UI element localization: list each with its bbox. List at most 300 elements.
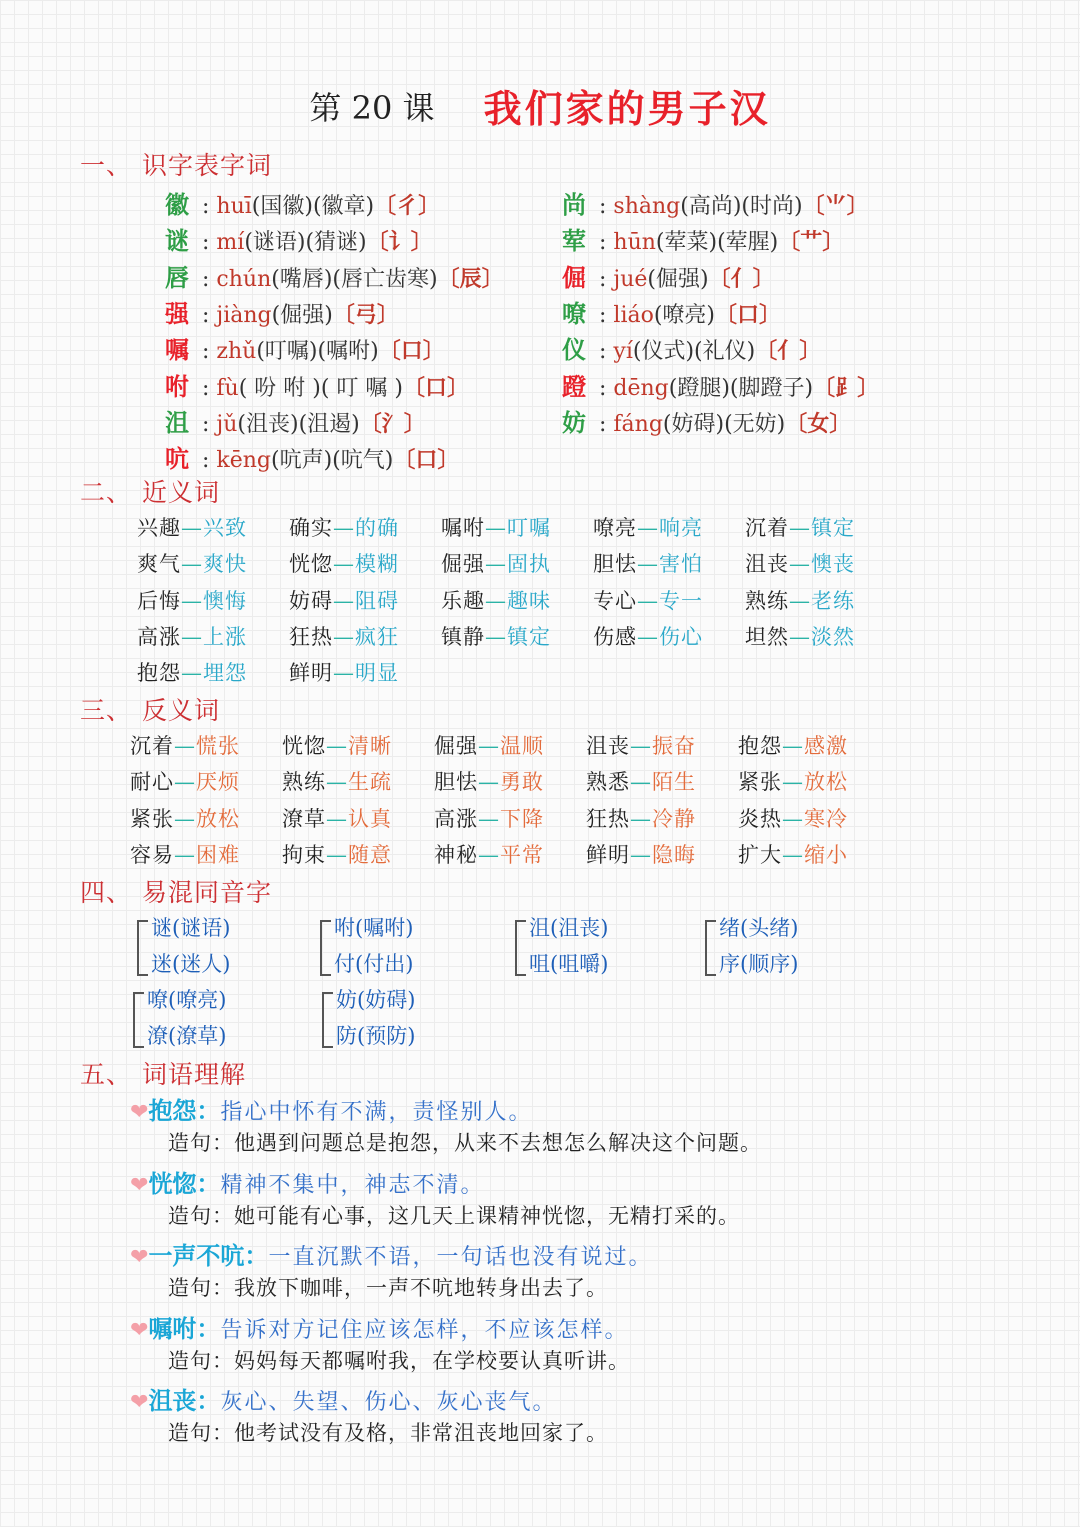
- synonym-pair: [441, 548, 551, 578]
- paired-word: 叮嘱: [507, 516, 551, 540]
- dash: —: [478, 734, 500, 758]
- paired-word: 镇定: [811, 516, 855, 540]
- homophone-group: [705, 910, 798, 982]
- dash: —: [174, 734, 196, 758]
- vocab-char: 咐: [165, 371, 189, 401]
- dash: —: [485, 624, 507, 649]
- word: 妨碍: [289, 588, 333, 613]
- dash: —: [174, 806, 196, 831]
- word: 乐趣: [441, 588, 485, 613]
- vocab-pinyin: kēng: [216, 448, 272, 474]
- synonym-pair: [137, 548, 247, 578]
- word: 鲜明: [586, 842, 630, 867]
- colon: :: [592, 266, 614, 292]
- synonym-pair: [137, 585, 247, 615]
- section-heading-4: 四、 易混同音字: [80, 878, 273, 907]
- term-definition: [130, 1164, 484, 1199]
- vocab-pinyin: yí: [613, 339, 633, 365]
- term-word: 抱怨：: [148, 1096, 221, 1125]
- homophone-group: [133, 982, 226, 1054]
- paired-word: 疯狂: [355, 624, 399, 649]
- word: 镇静: [441, 624, 485, 649]
- word: 倔强: [434, 734, 478, 758]
- antonym-pair: [586, 803, 696, 833]
- homophone-item: 咀(咀嚼): [529, 952, 609, 976]
- paired-word: 上涨: [203, 624, 247, 649]
- dash: —: [782, 770, 804, 795]
- paired-word: 感激: [804, 734, 848, 758]
- homophone-item: 沮(沮丧): [529, 916, 609, 940]
- vocab-char: 倔: [562, 262, 586, 292]
- paired-word: 专一: [659, 588, 703, 613]
- dash: —: [478, 806, 500, 831]
- word: 沮丧: [745, 552, 789, 577]
- paired-word: 放松: [804, 770, 848, 795]
- vocab-char: 嘱: [165, 335, 189, 365]
- vocab-char: 荤: [562, 226, 586, 256]
- synonym-pair: [593, 548, 703, 578]
- vocab-radical: 〔讠〕: [366, 229, 433, 256]
- vocab-row: [165, 367, 469, 402]
- word: 扩大: [738, 842, 782, 867]
- antonym-pair: [282, 766, 392, 796]
- antonym-pair: [434, 839, 544, 869]
- word: 专心: [593, 588, 637, 613]
- vocab-radical: 〔艹〕: [778, 229, 845, 256]
- dash: —: [181, 552, 203, 577]
- vocab-words: (荤菜)(荤腥): [655, 230, 779, 256]
- homophone-item: 谜(谜语): [151, 916, 231, 940]
- vocab-char: 蹬: [562, 371, 586, 401]
- vocab-words: (倔强): [271, 302, 333, 328]
- vocab-radical: 〔氵〕: [359, 410, 426, 437]
- paired-word: 生疏: [348, 770, 392, 795]
- vocab-pinyin: dēng: [613, 375, 669, 401]
- vocab-row: [562, 367, 879, 402]
- vocab-radical: 〔辰〕: [437, 265, 504, 292]
- term-meaning: 告诉对方记住应该怎样，不应该怎样。: [220, 1317, 629, 1343]
- vocab-pinyin: chún: [216, 266, 272, 292]
- word: 嘱咐: [441, 516, 485, 540]
- dash: —: [637, 624, 659, 649]
- vocab-row: [562, 330, 821, 365]
- word: 熟练: [282, 770, 326, 795]
- dash: —: [326, 770, 348, 795]
- heart-icon: ❤: [130, 1172, 149, 1198]
- word: 后悔: [137, 588, 181, 613]
- paired-word: 模糊: [355, 552, 399, 577]
- dash: —: [174, 770, 196, 795]
- vocab-char: 谜: [165, 226, 189, 256]
- word: 伤感: [593, 624, 637, 649]
- dash: —: [333, 624, 355, 649]
- word: 确实: [289, 516, 333, 540]
- antonym-pair: [130, 730, 240, 760]
- bracket-icon: [137, 920, 148, 976]
- vocab-radical: 〔口〕: [393, 447, 460, 474]
- word: 狂热: [586, 806, 630, 831]
- vocab-pinyin: jiàng: [216, 302, 272, 328]
- antonym-pair: [130, 766, 240, 796]
- vocab-words: (蹬腿)(脚蹬子): [668, 375, 814, 401]
- dash: —: [485, 588, 507, 613]
- section-heading-2: 二、 近义词: [80, 478, 221, 507]
- vocab-pinyin: jué: [613, 266, 648, 292]
- word: 潦草: [282, 806, 326, 831]
- antonym-pair: [130, 839, 240, 869]
- dash: —: [789, 624, 811, 649]
- dash: —: [333, 588, 355, 613]
- vocab-pinyin: mí: [216, 230, 245, 256]
- vocab-char: 徽: [165, 190, 189, 219]
- colon: :: [592, 411, 614, 437]
- synonym-pair: [593, 585, 703, 615]
- vocab-row: [165, 439, 459, 474]
- dash: —: [174, 842, 196, 867]
- vocab-radical: 〔彳〕: [374, 193, 441, 219]
- colon: :: [195, 194, 217, 219]
- antonym-pair: [130, 803, 240, 833]
- dash: —: [326, 734, 348, 758]
- vocab-char: 沮: [165, 407, 189, 437]
- paired-word: 陌生: [652, 770, 696, 795]
- synonym-pair: [137, 657, 247, 687]
- word: 沉着: [130, 734, 174, 758]
- page-title: [0, 78, 1080, 133]
- vocab-pinyin: liáo: [613, 302, 654, 328]
- dash: —: [630, 806, 652, 831]
- homophone-item: 防(预防): [336, 1024, 416, 1048]
- bracket-icon: [705, 920, 716, 976]
- vocab-row: [562, 258, 775, 293]
- vocab-words: (叮嘱)(嘱咐): [256, 339, 379, 365]
- vocab-char: 强: [165, 298, 189, 328]
- dash: —: [782, 842, 804, 867]
- vocab-row: [165, 403, 426, 438]
- synonym-pair: [441, 621, 551, 651]
- dash: —: [789, 588, 811, 613]
- word: 恍惚: [282, 734, 326, 758]
- vocab-row: [165, 294, 399, 329]
- vocab-pinyin: jǔ: [216, 411, 238, 437]
- term-meaning: 灰心、失望、伤心、灰心丧气。: [220, 1390, 557, 1416]
- homophone-item: 付(付出): [334, 952, 414, 976]
- dash: —: [637, 588, 659, 613]
- antonym-pair: [738, 803, 848, 833]
- colon: :: [592, 339, 614, 365]
- paired-word: 振奋: [652, 734, 696, 758]
- paired-word: 兴致: [203, 516, 247, 540]
- term-definition: [130, 1309, 628, 1344]
- term-word: 沮丧：: [148, 1386, 221, 1416]
- vocab-pinyin: huī: [216, 194, 252, 219]
- antonym-pair: [434, 803, 544, 833]
- paired-word: 镇定: [507, 624, 551, 649]
- paired-word: 爽快: [203, 552, 247, 577]
- vocab-radical: 〔口〕: [378, 338, 445, 365]
- homophone-item: 迷(迷人): [151, 952, 231, 976]
- dash: —: [637, 516, 659, 540]
- vocab-words: ( 吩 咐 )( 叮 嘱 ): [238, 375, 404, 401]
- antonym-pair: [738, 766, 848, 796]
- example-sentence: 造句：他考试没有及格，非常沮丧地回家了。: [168, 1421, 608, 1446]
- homophone-group: [515, 910, 608, 982]
- vocab-radical: 〔⻊〕: [813, 374, 880, 401]
- vocab-row: [165, 258, 504, 293]
- synonym-pair: [289, 585, 399, 615]
- example-sentence: 造句：他遇到问题总是抱怨，从来不去想怎么解决这个问题。: [168, 1131, 762, 1155]
- vocab-words: (谜语)(猜谜): [244, 230, 367, 256]
- vocab-char: 尚: [562, 190, 586, 219]
- homophone-group: [137, 910, 230, 982]
- term-word: 恍惚：: [148, 1168, 221, 1198]
- dash: —: [630, 770, 652, 795]
- example-sentence: 造句：妈妈每天都嘱咐我，在学校要认真听讲。: [168, 1348, 630, 1373]
- synonym-pair: [745, 585, 855, 615]
- synonym-pair: [745, 548, 855, 578]
- homophone-group: [322, 982, 415, 1054]
- synonym-pair: [593, 621, 703, 651]
- antonym-pair: [586, 730, 696, 760]
- homophone-item: 潦(潦草): [147, 1024, 227, 1048]
- vocab-radical: 〔亻〕: [708, 265, 775, 292]
- term-meaning: 指心中怀有不满，责怪别人。: [220, 1100, 533, 1125]
- vocab-words: (仪式)(礼仪): [632, 339, 756, 365]
- vocab-words: (国徽)(徽章): [251, 194, 375, 219]
- vocab-radical: 〔口〕: [715, 301, 782, 328]
- word: 倔强: [441, 552, 485, 577]
- synonym-pair: [593, 512, 703, 542]
- vocab-row: [562, 221, 844, 256]
- synonym-pair: [745, 512, 855, 542]
- vocab-char: 仪: [562, 335, 586, 365]
- colon: :: [592, 194, 614, 219]
- vocab-radical: 〔女〕: [785, 410, 852, 437]
- homophone-group: [320, 910, 413, 982]
- word: 神秘: [434, 842, 478, 867]
- synonym-pair: [441, 585, 551, 615]
- antonym-pair: [586, 766, 696, 796]
- paired-word: 淡然: [811, 624, 855, 649]
- vocab-words: (高尚)(时尚): [680, 194, 803, 219]
- word: 胆怯: [434, 770, 478, 795]
- vocab-pinyin: fù: [216, 375, 239, 401]
- vocab-row: [562, 185, 869, 220]
- colon: :: [195, 339, 217, 365]
- lesson-number: 第 20 课: [309, 88, 435, 127]
- dash: —: [181, 661, 203, 686]
- paired-word: 害怕: [659, 552, 703, 577]
- paired-word: 清晰: [348, 734, 392, 758]
- colon: :: [592, 230, 614, 256]
- word: 炎热: [738, 806, 782, 831]
- synonym-pair: [137, 512, 247, 542]
- antonym-pair: [738, 730, 848, 760]
- word: 沉着: [745, 516, 789, 540]
- paired-word: 勇敢: [500, 770, 544, 795]
- section-heading-1: 一、 识字表字词: [80, 151, 273, 180]
- paired-word: 响亮: [659, 516, 703, 540]
- antonym-pair: [434, 766, 544, 796]
- word: 高涨: [434, 806, 478, 831]
- word: 鲜明: [289, 661, 333, 686]
- paired-word: 懊丧: [811, 552, 855, 577]
- vocab-words: (嘴唇)(唇亡齿寒): [271, 266, 438, 292]
- vocab-pinyin: zhǔ: [216, 339, 257, 365]
- example-sentence: 造句：她可能有心事，这几天上课精神恍惚，无精打采的。: [168, 1203, 740, 1228]
- word: 胆怯: [593, 552, 637, 577]
- homophone-item: 咐(嘱咐): [334, 916, 414, 940]
- paired-word: 老练: [811, 588, 855, 613]
- dash: —: [333, 552, 355, 577]
- term-word: 嘱咐：: [148, 1313, 221, 1343]
- section-heading-5: 五、 词语理解: [80, 1060, 247, 1089]
- bracket-icon: [320, 920, 331, 976]
- dash: —: [478, 770, 500, 795]
- homophone-item: 绪(头绪): [719, 916, 799, 940]
- word: 嘹亮: [593, 516, 637, 540]
- paired-word: 慌张: [196, 734, 240, 758]
- heart-icon: ❤: [130, 1390, 149, 1416]
- dash: —: [333, 661, 355, 686]
- word: 抱怨: [738, 734, 782, 758]
- term-meaning: 一直沉默不语，一句话也没有说过。: [268, 1245, 653, 1271]
- term-definition: [130, 1381, 556, 1416]
- colon: :: [195, 448, 217, 474]
- term-meaning: 精神不集中，神志不清。: [220, 1172, 485, 1198]
- dash: —: [478, 842, 500, 867]
- word: 恍惚: [289, 552, 333, 577]
- vocab-radical: 〔⺌〕: [802, 193, 869, 219]
- dash: —: [630, 842, 652, 867]
- synonym-pair: [289, 548, 399, 578]
- antonym-pair: [586, 839, 696, 869]
- synonym-pair: [289, 621, 399, 651]
- paired-word: 厌烦: [196, 770, 240, 795]
- word: 熟悉: [586, 770, 630, 795]
- word: 兴趣: [137, 516, 181, 540]
- colon: :: [195, 230, 217, 256]
- paired-word: 趣味: [507, 588, 551, 613]
- vocab-row: [165, 221, 433, 256]
- heart-icon: ❤: [130, 1317, 149, 1343]
- paired-word: 随意: [348, 842, 392, 867]
- paired-word: 放松: [196, 806, 240, 831]
- paired-word: 固执: [507, 552, 551, 577]
- vocab-radical: 〔亻〕: [755, 338, 822, 365]
- antonym-pair: [282, 803, 392, 833]
- paired-word: 伤心: [659, 624, 703, 649]
- vocab-words: (妨碍)(无妨): [662, 411, 786, 437]
- paired-word: 明显: [355, 661, 399, 686]
- paired-word: 隐晦: [652, 842, 696, 867]
- heart-icon: ❤: [130, 1100, 149, 1125]
- vocab-words: (吭声)(吭气): [271, 448, 394, 474]
- synonym-pair: [137, 621, 247, 651]
- vocab-pinyin: hūn: [613, 230, 656, 256]
- vocab-row: [562, 403, 851, 438]
- paired-word: 温顺: [500, 734, 544, 758]
- term-definition: [130, 1091, 532, 1126]
- colon: :: [195, 411, 217, 437]
- word: 紧张: [738, 770, 782, 795]
- section-heading-3: 三、 反义词: [80, 696, 221, 725]
- dash: —: [485, 516, 507, 540]
- paired-word: 寒冷: [804, 806, 848, 831]
- word: 熟练: [745, 588, 789, 613]
- vocab-char: 妨: [562, 407, 586, 437]
- paired-word: 困难: [196, 842, 240, 867]
- paired-word: 认真: [348, 806, 392, 831]
- dash: —: [181, 624, 203, 649]
- homophone-item: 嘹(嘹亮): [147, 988, 227, 1012]
- paired-word: 缩小: [804, 842, 848, 867]
- vocab-char: 吭: [165, 444, 189, 474]
- paired-word: 下降: [500, 806, 544, 831]
- vocab-row: [165, 330, 445, 365]
- vocab-words: (嘹亮): [653, 302, 716, 328]
- dash: —: [782, 806, 804, 831]
- bracket-icon: [322, 992, 333, 1048]
- colon: :: [592, 302, 614, 328]
- antonym-pair: [738, 839, 848, 869]
- term-definition: [130, 1236, 652, 1271]
- lesson-title: 我们家的男子汉: [483, 86, 771, 131]
- dash: —: [181, 516, 203, 540]
- vocab-words: (沮丧)(沮遏): [237, 411, 360, 437]
- dash: —: [326, 842, 348, 867]
- word: 容易: [130, 842, 174, 867]
- synonym-pair: [745, 621, 855, 651]
- word: 紧张: [130, 806, 174, 831]
- vocab-words: (倔强): [647, 266, 709, 292]
- vocab-pinyin: shàng: [613, 194, 681, 219]
- vocab-pinyin: fáng: [613, 411, 663, 437]
- vocab-char: 嘹: [562, 298, 586, 328]
- word: 耐心: [130, 770, 174, 795]
- colon: :: [195, 375, 217, 401]
- word: 坦然: [745, 624, 789, 649]
- word: 狂热: [289, 624, 333, 649]
- dash: —: [789, 552, 811, 577]
- dash: —: [181, 588, 203, 613]
- bracket-icon: [133, 992, 144, 1048]
- antonym-pair: [434, 730, 544, 760]
- dash: —: [485, 552, 507, 577]
- vocab-radical: 〔弓〕: [332, 301, 399, 328]
- paired-word: 埋怨: [203, 661, 247, 686]
- paired-word: 冷静: [652, 806, 696, 831]
- synonym-pair: [441, 512, 551, 542]
- example-sentence: 造句：我放下咖啡，一声不吭地转身出去了。: [168, 1276, 608, 1301]
- word: 爽气: [137, 552, 181, 577]
- word: 高涨: [137, 624, 181, 649]
- word: 拘束: [282, 842, 326, 867]
- dash: —: [630, 734, 652, 758]
- dash: —: [782, 734, 804, 758]
- paired-word: 的确: [355, 516, 399, 540]
- vocab-char: 唇: [165, 262, 189, 292]
- dash: —: [326, 806, 348, 831]
- colon: :: [592, 375, 614, 401]
- bracket-icon: [515, 920, 526, 976]
- paired-word: 阻碍: [355, 588, 399, 613]
- antonym-pair: [282, 839, 392, 869]
- dash: —: [333, 516, 355, 540]
- vocab-row: [562, 294, 781, 329]
- paired-word: 懊悔: [203, 588, 247, 613]
- colon: :: [195, 302, 217, 328]
